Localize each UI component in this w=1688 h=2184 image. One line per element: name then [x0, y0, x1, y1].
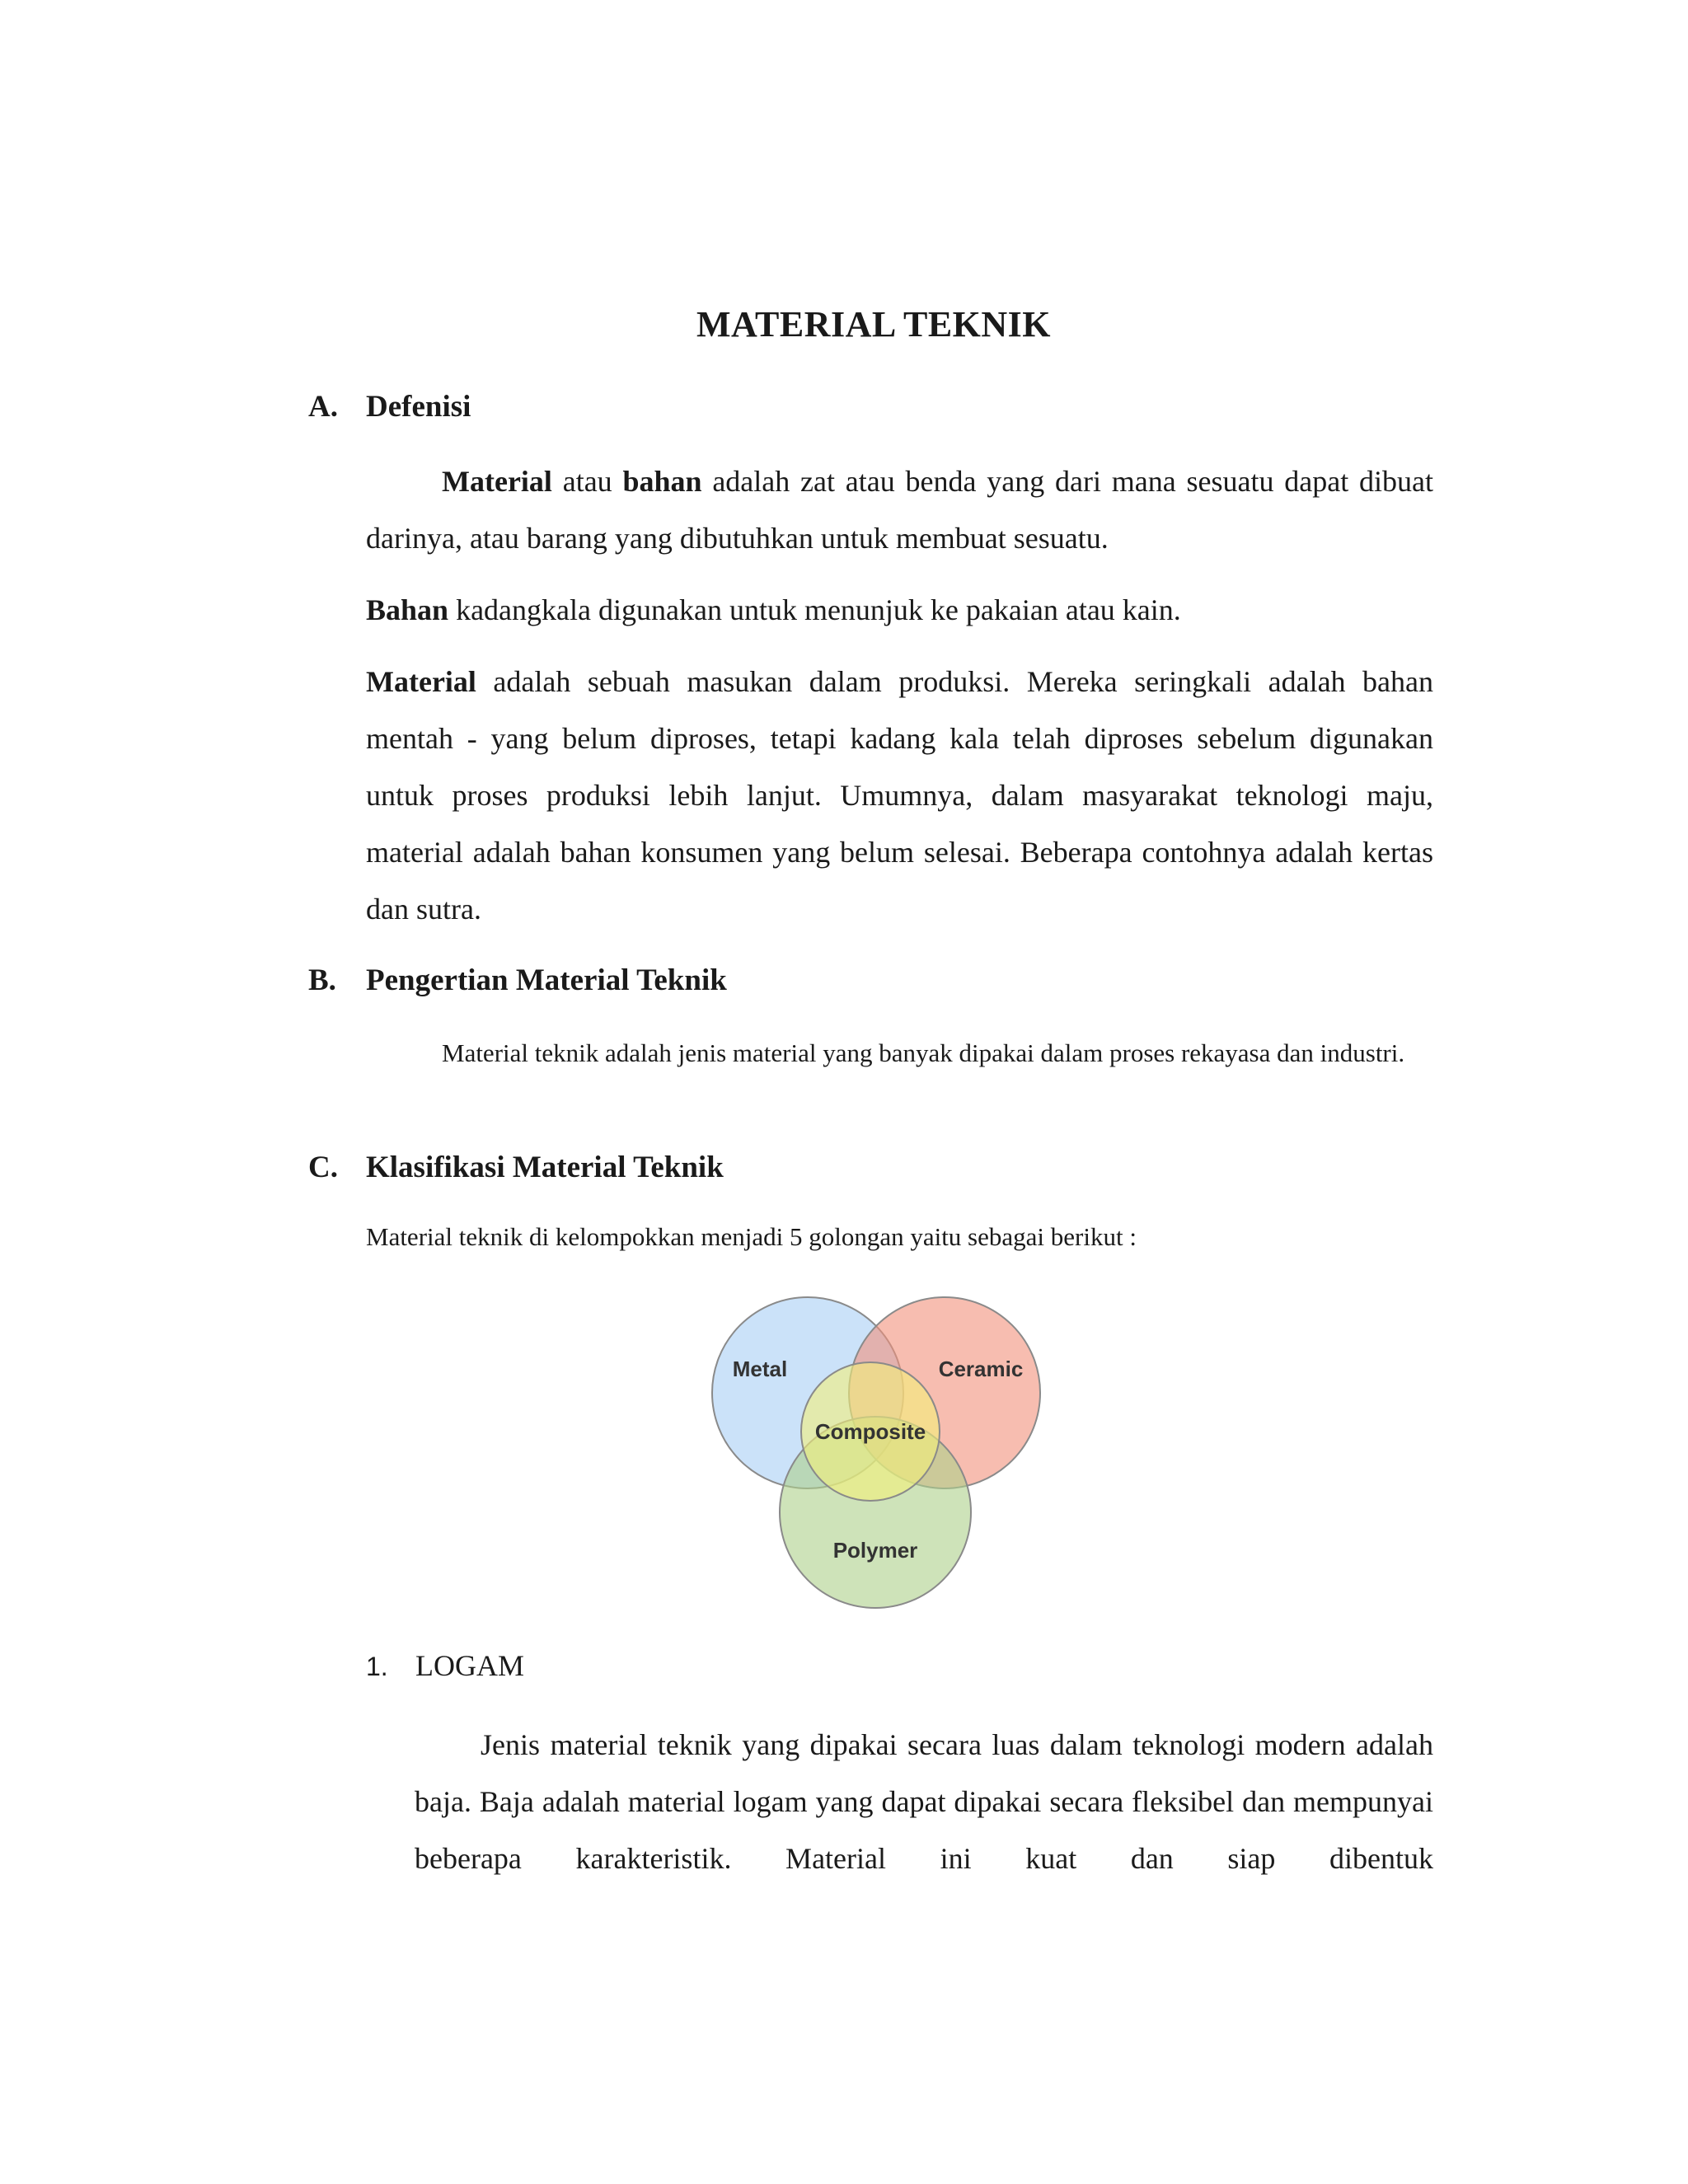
text-span: Jenis material teknik yang dipakai secara luas dalam teknologi modern adalah baja. Baja adalah material logam yang dapat dipakai secara fleksibel dan mempunyai beberapa karakteristik. Material ini kuat dan siap dibentuk [415, 1728, 1433, 1875]
venn-label-polymer: Polymer [832, 1538, 918, 1563]
section-c-letter: C. [308, 1151, 338, 1184]
definition-paragraph-2 [366, 582, 1433, 639]
material-venn-diagram [692, 1286, 1055, 1615]
definition-paragraph-1 [366, 453, 1433, 567]
section-c-heading [308, 1150, 724, 1185]
text-span: kadangkala digunakan untuk menunjuk ke pakaian atau kain. [448, 593, 1181, 626]
section-b-title: Pengertian Material Teknik [366, 963, 727, 997]
venn-label-ceramic: Ceramic [938, 1357, 1024, 1381]
text-span: Material teknik adalah jenis material yang banyak dipakai dalam proses rekayasa dan industri. [442, 1038, 1405, 1067]
list-number: 1. [366, 1652, 388, 1681]
section-a-letter: A. [308, 390, 338, 424]
venn-label-metal: Metal [732, 1357, 788, 1381]
section-c-title: Klasifikasi Material Teknik [366, 1151, 724, 1184]
document-title: MATERIAL TEKNIK [696, 304, 1052, 344]
definition-paragraph-3 [366, 654, 1433, 938]
section-b-heading [308, 963, 727, 998]
section-b-paragraph [366, 1029, 1433, 1077]
venn-label-composite: Composite [814, 1419, 926, 1444]
term-material: Material [442, 465, 552, 498]
list-title: LOGAM [415, 1649, 524, 1682]
text-span: atau [551, 465, 623, 498]
list-item-logam [366, 1648, 524, 1683]
section-a-title: Defenisi [366, 390, 471, 424]
section-c-intro: Material teknik di kelompokkan menjadi 5 golongan yaitu sebagai berikut : [366, 1222, 1137, 1251]
term-material-2: Material [366, 665, 476, 698]
term-bahan-2: Bahan [366, 593, 449, 626]
text-span: adalah zat atau benda yang dari mana sesuatu dapat dibuat darinya, atau barang yang dibutuhkan untuk membuat sesuatu. [366, 465, 1433, 555]
term-bahan: bahan [622, 465, 702, 498]
section-b-letter: B. [308, 963, 336, 997]
logam-paragraph [415, 1717, 1433, 1887]
text-span: adalah sebuah masukan dalam produksi. Mereka seringkali adalah bahan mentah - yang belum diproses, tetapi kadang kala telah diproses sebelum digunakan untuk proses produksi lebih lanjut. Umumnya, dalam masyarakat teknologi maju, material adalah bahan konsumen yang belum selesai. Beberapa contohnya adalah kertas dan sutra. [366, 665, 1433, 926]
section-a-heading [308, 389, 471, 424]
